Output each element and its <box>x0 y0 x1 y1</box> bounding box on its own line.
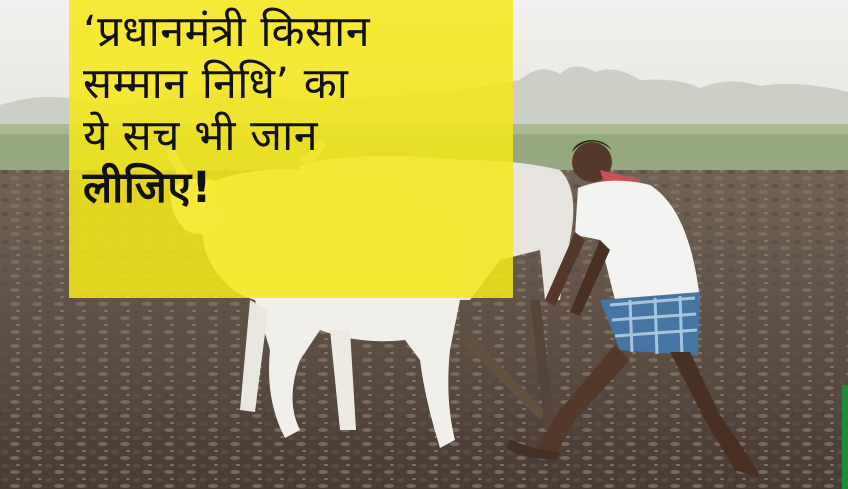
headline-line-3: ये सच भी जान <box>83 111 319 161</box>
headline <box>83 6 499 214</box>
headline-line-4: लीजिए! <box>83 163 212 213</box>
edge-accent <box>842 385 848 489</box>
headline-line-1: ‘प्रधानमंत्री किसान <box>83 7 371 57</box>
headline-overlay <box>69 0 513 298</box>
headline-line-2: सम्मान निधि’ का <box>83 59 349 109</box>
